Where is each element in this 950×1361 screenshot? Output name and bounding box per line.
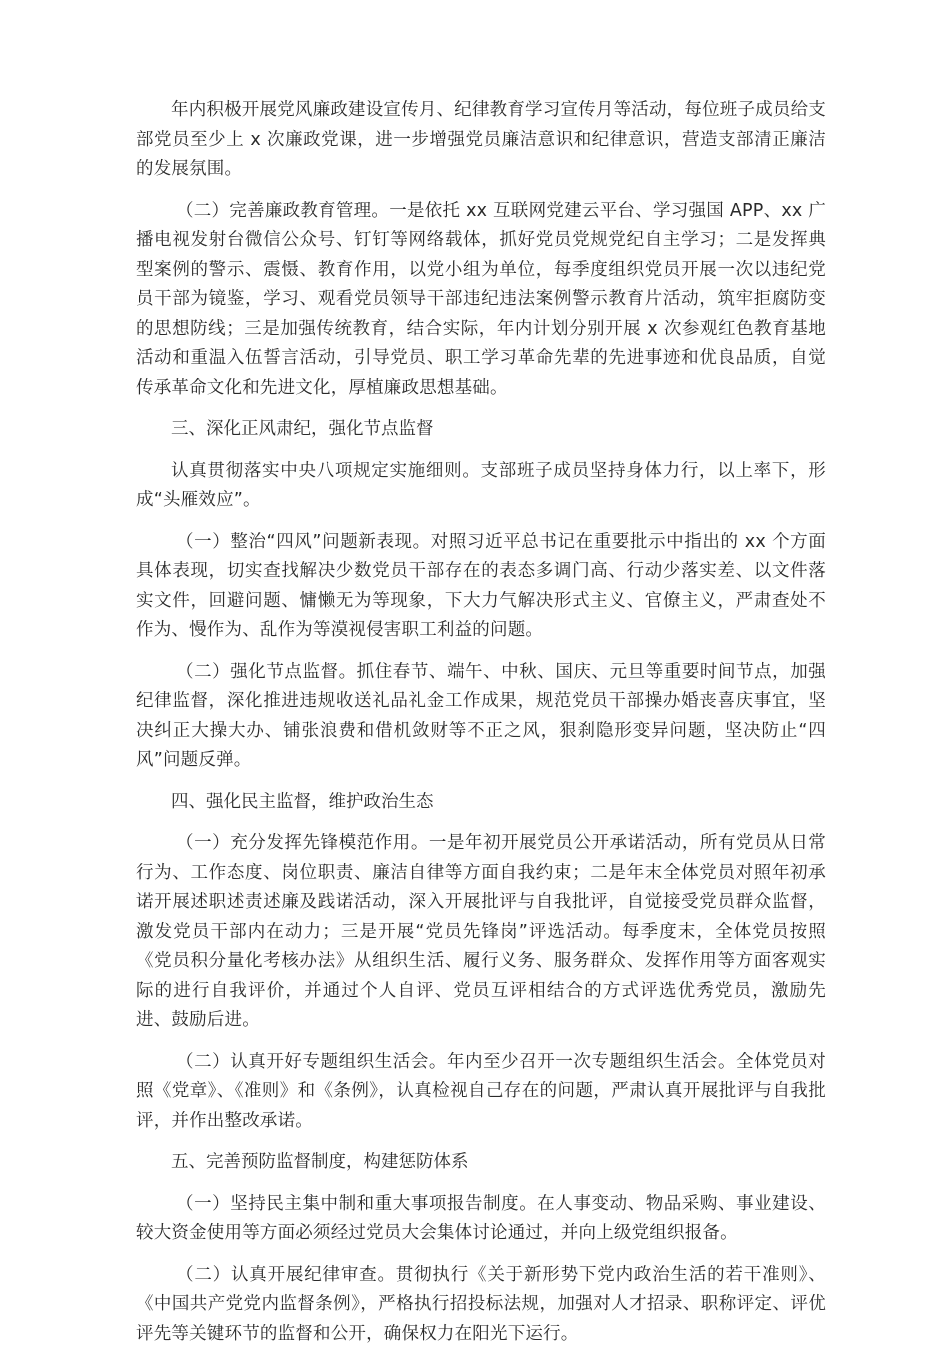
paragraph-eight-rules: 认真贯彻落实中央八项规定实施细则。支部班子成员坚持身体力行，以上率下，形成“头雁效应”。 [136,460,826,510]
document-body [136,96,826,1361]
paragraph-node-supervision: （二）强化节点监督。抓住春节、端午、中秋、国庆、元旦等重要时间节点，加强纪律监督，深化推进违规收送礼品礼金工作成果，规范党员干部操办婚丧喜庆事宜，坚决纠正大操大办、铺张浪费和借机敛财等不正之风，狠刹隐形变异问题，坚决防止“四风”问题反弹。 [136,661,826,770]
paragraph-education-management: （二）完善廉政教育管理。一是依托 xx 互联网党建云平台、学习强国 APP、xx 广播电视发射台微信公众号、钉钉等网络载体，抓好党员党规党纪自主学习；二是发挥典型案例的警示、震慑、教育作用，以党小组为单位，每季度组织党员开展一次以违纪党员干部为镜鉴，学习、观看党员领导干部违纪违法案例警示教育片活动，筑牢拒腐防变的思想防线；三是加强传统教育，结合实际，年内计划分别开展 x 次参观红色教育基地活动和重温入伍誓言活动，引导党员、职工学习革命先辈的先进事迹和优良品质，自觉传承革命文化和先进文化，厚植廉政思想基础。 [136,200,826,398]
paragraph-discipline-review: （二）认真开展纪律审查。贯彻执行《关于新形势下党内政治生活的若干准则》、《中国共产党党内监督条例》，严格执行招投标法规，加强对人才招录、职称评定、评优评先等关键环节的监督和公开，确保权力在阳光下运行。 [136,1264,826,1344]
section-heading-4: 四、强化民主监督，维护政治生态 [171,791,434,812]
paragraph-propaganda-month: 年内积极开展党风廉政建设宣传月、纪律教育学习宣传月等活动，每位班子成员给支部党员至少上 x 次廉政党课，进一步增强党员廉洁意识和纪律意识，营造支部清正廉洁的发展氛围。 [136,100,826,179]
section-heading-5: 五、完善预防监督制度，构建惩防体系 [171,1152,469,1172]
paragraph-democratic-centralism: （一）坚持民主集中制和重大事项报告制度。在人事变动、物品采购、事业建设、较大资金使用等方面必须经过党员大会集体讨论通过，并向上级党组织报备。 [136,1193,826,1243]
paragraph-organization-life: （二）认真开好专题组织生活会。年内至少召开一次专题组织生活会。全体党员对照《党章》、《准则》和《条例》，认真检视自己存在的问题，严肃认真开展批评与自我批评，并作出整改承诺。 [136,1051,826,1131]
paragraph-four-winds: （一）整治“四风”问题新表现。对照习近平总书记在重要批示中指出的 xx 个方面具体表现，切实查找解决少数党员干部存在的表态多调门高、行动少落实差、以文件落实文件，回避问题、慵懒无为等现象，下大力气解决形式主义、官僚主义，严肃查处不作为、慢作为、乱作为等漠视侵害职工利益的问题。 [136,531,826,640]
paragraph-vanguard-role: （一）充分发挥先锋模范作用。一是年初开展党员公开承诺活动，所有党员从日常行为、工作态度、岗位职责、廉洁自律等方面自我约束；二是年末全体党员对照年初承诺开展述职述责述廉及践诺活动，深入开展批评与自我批评，自觉接受党员群众监督，激发党员干部内在动力；三是开展“党员先锋岗”评选活动。每季度末，全体党员按照《党员积分量化考核办法》从组织生活、履行义务、服务群众、发挥作用等方面客观实际的进行自我评价，并通过个人自评、党员互评相结合的方式评选优秀党员，激励先进、鼓励后进。 [136,833,826,1030]
section-heading-3: 三、深化正风肃纪，强化节点监督 [171,419,434,439]
